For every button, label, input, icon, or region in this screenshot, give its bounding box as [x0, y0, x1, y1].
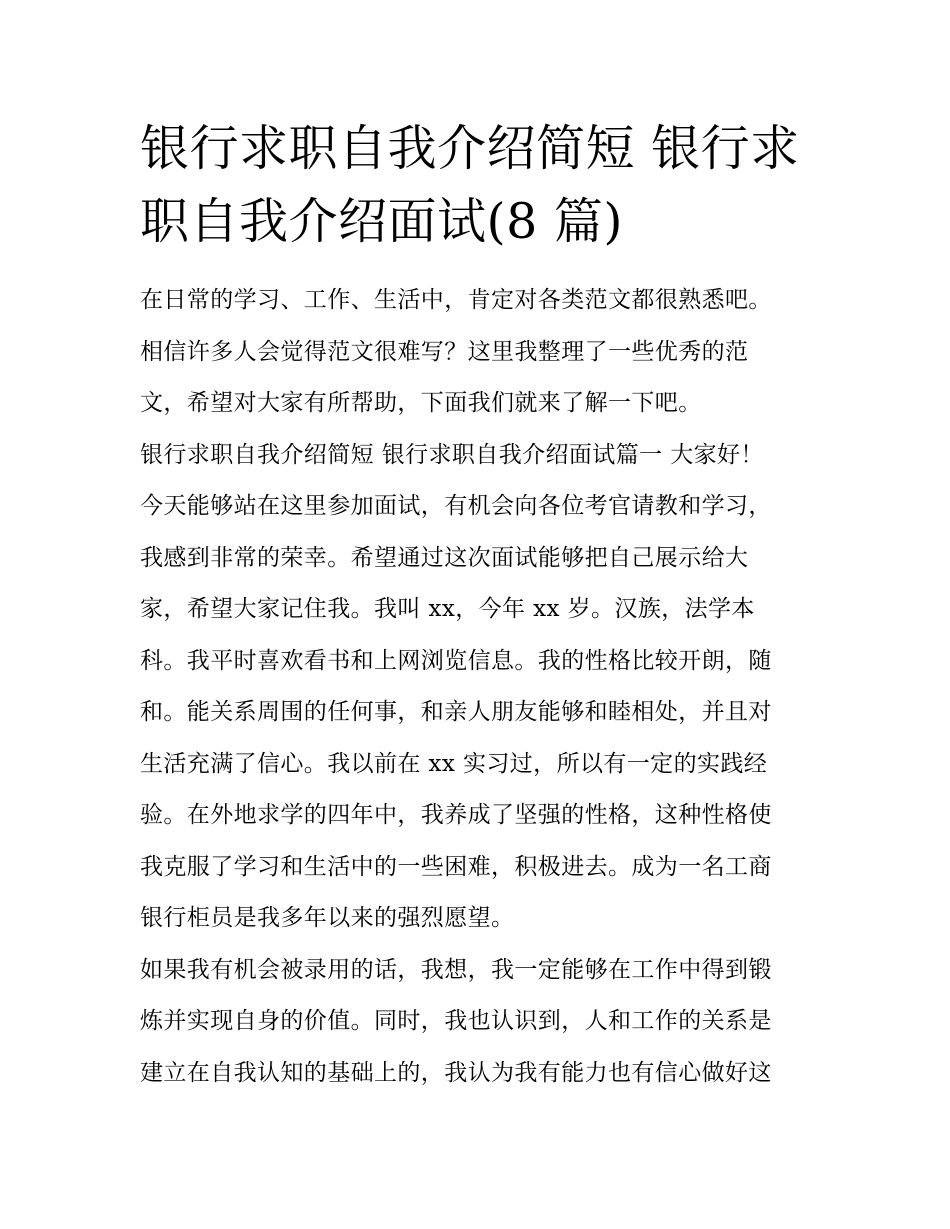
body-line: 相信许多人会觉得范文很难写？这里我整理了一些优秀的范: [140, 338, 749, 365]
body-line: 验。在外地求学的四年中，我养成了坚强的性格，这种性格使: [140, 802, 772, 828]
body-line: 银行柜员是我多年以来的强烈愿望。: [140, 905, 515, 931]
body-line: 和。能关系周围的任何事，和亲人朋友能够和睦相处，并且对: [140, 699, 772, 725]
body-line: 我感到非常的荣幸。希望通过这次面试能够把自己展示给大: [140, 544, 749, 571]
body-line: 如果我有机会被录用的话，我想，我一定能够在工作中得到锻: [140, 956, 772, 983]
body-line: 家，希望大家记住我。我叫 xx，今年 xx 岁。汉族，法学本: [140, 596, 755, 622]
title-line-1: 银行求职自我介绍简短 银行求: [140, 120, 800, 177]
body-line: 今天能够站在这里参加面试，有机会向各位考官请教和学习，: [140, 493, 772, 519]
document-body: [140, 275, 820, 1099]
document-title: [140, 112, 820, 258]
body-line: 炼并实现自身的价值。同时，我也认识到，人和工作的关系是: [140, 1008, 772, 1034]
body-line: 文，希望对大家有所帮助，下面我们就来了解一下吧。: [140, 390, 702, 416]
body-line: 生活充满了信心。我以前在 xx 实习过，所以有一定的实践经: [140, 750, 768, 777]
body-line: 我克服了学习和生活中的一些困难，积极进去。成为一名工商: [140, 853, 772, 880]
body-line: 银行求职自我介绍简短 银行求职自我介绍面试篇一 大家好！: [140, 441, 764, 468]
body-line: 在日常的学习、工作、生活中，肯定对各类范文都很熟悉吧。: [140, 287, 772, 313]
title-line-2: 职自我介绍面试(8 篇): [140, 193, 623, 250]
body-line: 建立在自我认知的基础上的，我认为我有能力也有信心做好这: [140, 1059, 772, 1086]
body-line: 科。我平时喜欢看书和上网浏览信息。我的性格比较开朗，随: [140, 647, 772, 674]
